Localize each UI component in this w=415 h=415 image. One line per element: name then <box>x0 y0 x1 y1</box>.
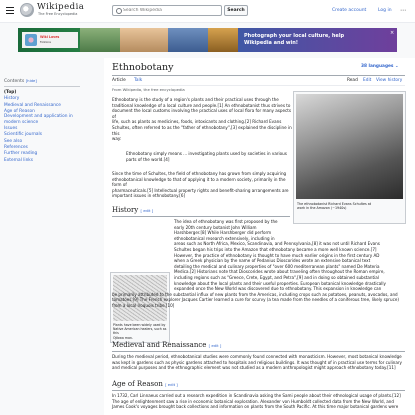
text-line: detailing the medical and culinary properties of "over 600 mediterranean plants" named De Materia <box>174 263 380 269</box>
ellipsis-icon[interactable]: ⋯ <box>400 7 406 14</box>
text-line: expanded once the New World was discovered due to ethnobotany. This expansion in knowledge can <box>174 286 382 292</box>
caption-line: Native American healers, such as this <box>113 327 167 336</box>
section-title: Age of Reason <box>112 380 163 388</box>
page-title: Ethnobotany <box>112 62 174 73</box>
text-line: Schultes, often referred to as the "father of ethnobotany",[3] explained the discipline in this <box>112 124 292 136</box>
title-divider <box>112 75 405 76</box>
article-content <box>104 58 415 415</box>
text-line: ethnobotanical knowledge to that of applying it to a modern society, primarily in the form of <box>112 176 286 188</box>
schultes-photo[interactable] <box>296 94 403 199</box>
caption-line: work in the Amazon (~1940s) <box>297 206 347 211</box>
banner-headline-line: Photograph your local culture, help <box>244 33 345 39</box>
table-of-contents <box>4 78 84 164</box>
text-line: be primarily attributed to the substantial influx of new plants from the Americas, including crops such as potatoes, peanuts, avocados, and <box>112 291 398 297</box>
caption-line: Ojibwa man. <box>113 335 133 340</box>
toc-item[interactable]: Scientific journals <box>4 132 42 138</box>
toc-item[interactable]: Development and application in <box>4 114 73 120</box>
search-button[interactable]: Search <box>224 5 248 16</box>
toc-item-continued[interactable]: modern science <box>4 119 39 125</box>
search-box[interactable] <box>112 5 222 16</box>
tab-edit[interactable]: Edit <box>363 78 372 83</box>
banner-headline[interactable] <box>244 33 344 46</box>
paragraph <box>112 354 407 371</box>
banner-headline-line: Wikipedia and win! <box>244 39 299 46</box>
section-heading-age-of-reason <box>112 380 178 388</box>
toc-divider <box>4 86 80 87</box>
wikipedia-tagline: The Free Encyclopedia <box>38 12 78 16</box>
text-line: Medica.[2] Historians note that Dioscorides wrote about traveling often throughout the Roman empire, <box>174 269 385 275</box>
text-line: early 20th century botanist John William <box>174 224 257 230</box>
text-line: when a Greek physician by the name of Pedanius Dioscorides wrote an extensive botanical text <box>174 258 371 264</box>
banner-photo <box>80 28 120 52</box>
toc-item[interactable]: References <box>4 144 28 150</box>
wikipedia-wordmark[interactable]: Wikipedia <box>37 2 85 12</box>
figure-caption <box>113 323 169 340</box>
paragraph <box>112 171 292 199</box>
section-divider <box>112 351 405 352</box>
toc-heading <box>4 78 84 84</box>
caption-line: Plants have been widely used by <box>113 323 166 327</box>
search-input[interactable] <box>123 6 218 15</box>
text-line: During the medieval period, ethnobotanical studies were commonly found connected with monasticism. However, most botanical knowledge <box>112 354 402 359</box>
paragraph <box>112 292 407 309</box>
text-line: Schultes began his trips into the Amazon that ethnobotany became a more well known science.[7] <box>174 246 377 252</box>
banner-photo <box>208 28 238 52</box>
text-line: traditional knowledge of a local culture and people.[1] An ethnobotanist thus strives to <box>112 102 291 108</box>
site-header <box>0 0 415 23</box>
text-line: The idea of ethnobotany was first proposed by the <box>174 219 278 224</box>
main-menu-icon[interactable] <box>6 7 14 14</box>
lead-paragraph <box>112 97 292 142</box>
text-line: from a local Iroquois tribe.[10] <box>112 302 175 308</box>
section-title: Medieval and Renaissance <box>112 341 207 349</box>
toc-item[interactable]: (Top) <box>4 90 17 95</box>
section-title: History <box>112 206 139 214</box>
toc-item[interactable]: Issues <box>4 126 18 132</box>
banner-card-title: Wiki Loves <box>40 35 60 39</box>
text-line: In 1732, Carl Linnaeus carried out a research expedition in Scandinavia asking the Sami people about their ethnological usage of plants.[12] <box>112 393 401 398</box>
tab-read[interactable]: Read <box>347 78 358 83</box>
paragraph <box>174 219 292 241</box>
toc-item[interactable]: See also <box>4 138 23 144</box>
section-divider <box>112 390 405 391</box>
site-subtitle: From Wikipedia, the free encyclopedia <box>112 87 185 92</box>
toc-item[interactable]: External links <box>4 157 34 163</box>
banner-photo <box>168 28 208 52</box>
toc-item[interactable]: Further reading <box>4 151 38 157</box>
text-line: areas such as North Africa, Mexico, Scandinavia, and Pennsylvania,[8] it was not until Richard Evans <box>174 241 380 247</box>
toc-item[interactable]: Age of Reason <box>4 108 35 114</box>
close-icon[interactable]: × <box>390 30 395 36</box>
text-line: important issues in ethnobotany.[6] <box>112 193 186 199</box>
toc-title: Contents <box>4 79 25 84</box>
log-in-link[interactable]: Log in <box>378 8 392 13</box>
figure-schultes <box>293 91 406 224</box>
text-line: life, such as plants as medicines, foods, intoxicants and clothing.[2] Richard Evans <box>112 119 282 125</box>
banner-card-subtitle: Folklore <box>40 40 51 44</box>
figure-caption <box>297 202 404 211</box>
create-account-link[interactable]: Create account <box>332 8 367 13</box>
edit-section-link[interactable]: [ edit ] <box>140 208 154 213</box>
text-line: The age of enlightenment saw a rise in economic botanical exploration. Alexander von Humboldt collected data from the New World, and <box>112 398 394 404</box>
section-divider <box>112 216 290 217</box>
paragraph <box>112 393 407 410</box>
toc-item[interactable]: History <box>4 96 20 102</box>
tab-view-history[interactable]: View history <box>376 78 403 83</box>
banner-logo-card <box>22 32 78 48</box>
wiki-loves-folklore-logo <box>25 34 37 46</box>
text-line: document the local customs involving the practical uses of local flora for many aspects of <box>112 108 292 119</box>
tab-divider <box>112 85 405 86</box>
text-line: However, the practice of ethnobotany is thought to have much earlier origins in the first century AD <box>174 252 380 258</box>
section-heading-history <box>112 206 153 214</box>
text-line: way: <box>112 136 122 142</box>
caption-line: The ethnobotanist Richard Evans Schultes at <box>297 202 372 206</box>
block-quote <box>126 151 287 162</box>
edit-section-link[interactable]: [ edit ] <box>165 382 178 387</box>
toc-item[interactable]: Medieval and Renaissance <box>4 102 61 108</box>
text-line: and medical purposes and the ethnographic element was not studied as a modern anthropologist might approach ethnobotany today.[11] <box>112 365 396 371</box>
text-line: Harshberger.[8] While Harshberger did perform <box>174 230 272 236</box>
language-button[interactable]: 38 languages ⌄ <box>361 64 399 69</box>
toc-hide-button[interactable]: [hide] <box>25 78 37 83</box>
text-line: pharmaceuticals.[5] Intellectual property rights and benefit-sharing arrangements are <box>112 187 289 193</box>
search-icon <box>116 8 122 14</box>
tab-talk[interactable]: Talk <box>134 78 143 83</box>
text-line: tomatoes.[9] The French explorer Jacques Cartier learned a cure for scurvy (a tea made from the needles of a coniferous tree, likely spruce) <box>112 297 399 303</box>
banner-photo <box>120 28 168 52</box>
campaign-banner[interactable] <box>18 28 397 52</box>
tab-article[interactable]: Article <box>112 78 126 83</box>
text-line: knowledge about the local plants and their useful properties. European botanical knowledge drastically <box>174 280 386 286</box>
text-line: James Cook's voyages brought back collections and information on plants from the South Pacific. At this time major botanical gardens were <box>112 404 399 410</box>
text-line: Since the time of Schultes, the field of ethnobotany has grown from simply acquiring <box>112 171 287 176</box>
wikipedia-globe-logo[interactable] <box>20 3 34 17</box>
section-heading-medieval <box>112 341 221 349</box>
text-line: Ethnobotany is the study of a region's plants and their practical uses through the <box>112 97 279 102</box>
text-line: ethnobotanical research extensively, including in <box>174 235 275 241</box>
edit-section-link[interactable]: [ edit ] <box>208 343 222 348</box>
text-line: Ethnobotany simply means ... investigating plants used by societies in various <box>126 151 287 156</box>
text-line: including regions such as "Greece, Crete, Egypt, and Petra",[9] and in doing so obtained substantial <box>174 274 379 280</box>
paragraph <box>174 241 406 291</box>
text-line: was kept in gardens such as physic gardens attached to hospitals and religious buildings. It was thought of in practical use terms for culinary <box>112 359 402 365</box>
text-line: parts of the world.[4] <box>126 156 170 162</box>
